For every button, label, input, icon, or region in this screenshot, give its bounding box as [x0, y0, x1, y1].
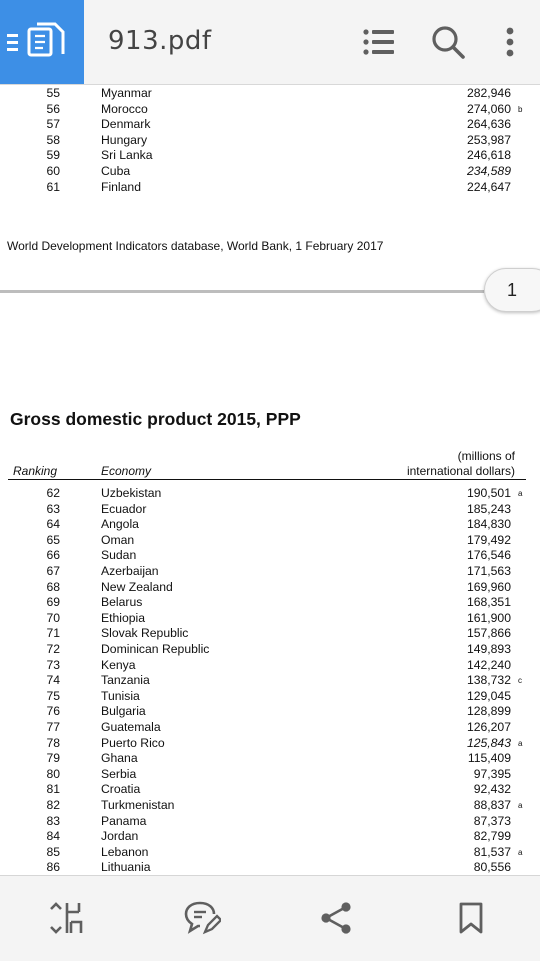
share-icon	[319, 901, 353, 935]
table-row	[0, 133, 540, 149]
value-cell: 88,837	[473, 798, 511, 812]
value-cell: 169,960	[466, 579, 511, 594]
economy-cell: New Zealand	[101, 579, 173, 594]
table-row	[0, 845, 540, 861]
value-cell: 246,618	[466, 148, 511, 163]
table-row	[0, 829, 540, 845]
ranking-cell: 57	[46, 117, 60, 132]
economy-cell: Belarus	[101, 595, 143, 610]
table-row	[0, 751, 540, 767]
more-vert-icon	[505, 26, 515, 58]
table-row	[0, 502, 540, 518]
table-row	[0, 102, 540, 118]
ranking-cell: 76	[46, 704, 60, 719]
table-row	[0, 533, 540, 549]
economy-cell: Lithuania	[101, 860, 151, 875]
economy-cell: Kenya	[101, 657, 136, 672]
economy-cell: Ecuador	[101, 501, 147, 516]
table-row	[0, 564, 540, 580]
economy-cell: Angola	[101, 517, 139, 532]
search-button[interactable]	[428, 22, 468, 62]
value-cell: 97,395	[473, 766, 511, 781]
value-cell: 168,351	[466, 595, 511, 610]
value-cell: 171,563	[466, 564, 511, 578]
economy-cell: Serbia	[101, 766, 137, 781]
value-cell: 179,492	[466, 532, 511, 547]
header-rule	[8, 479, 526, 480]
ranking-cell: 58	[46, 132, 60, 147]
table-row	[0, 658, 540, 674]
value-cell: 142,240	[466, 657, 511, 672]
economy-cell: Hungary	[101, 132, 148, 147]
value-cell: 176,546	[466, 548, 511, 563]
column-header-ranking: Ranking	[13, 464, 58, 478]
share-button[interactable]	[316, 898, 356, 938]
column-header-economy: Economy	[101, 464, 152, 478]
pdf-viewer[interactable]	[0, 85, 540, 875]
ranking-cell: 86	[46, 860, 60, 875]
economy-cell: Bulgaria	[101, 704, 146, 719]
top-app-bar	[0, 0, 540, 85]
ranking-cell: 80	[46, 766, 60, 781]
reflow-icon	[48, 900, 84, 936]
ranking-cell: 71	[46, 626, 60, 641]
ranking-cell: 64	[46, 517, 60, 532]
document-icon	[7, 20, 77, 64]
footnote-marker: a	[518, 489, 523, 498]
value-cell: 274,060	[466, 101, 511, 116]
footnote-marker: b	[518, 104, 523, 114]
table-row	[0, 860, 540, 875]
economy-cell: Finland	[101, 179, 141, 194]
economy-cell: Morocco	[101, 101, 148, 116]
economy-cell: Tanzania	[101, 673, 150, 688]
value-cell: 82,799	[473, 829, 511, 844]
table-row	[0, 611, 540, 627]
ranking-cell: 72	[46, 642, 60, 656]
economy-cell: Ghana	[101, 751, 138, 766]
economy-cell: Azerbaijan	[101, 564, 159, 578]
value-cell: 87,373	[473, 813, 511, 828]
economy-cell: Croatia	[101, 782, 141, 797]
table-row	[0, 164, 540, 180]
page-number-indicator[interactable]: 1	[484, 268, 540, 312]
table-row	[0, 814, 540, 830]
table-row	[0, 180, 540, 196]
table-title: Gross domestic product 2015, PPP	[10, 409, 301, 429]
ranking-cell: 77	[46, 720, 60, 734]
value-cell: 138,732	[466, 673, 511, 688]
table-row	[0, 767, 540, 783]
document-menu-button[interactable]	[0, 0, 84, 84]
table-row	[0, 595, 540, 611]
value-cell: 92,432	[473, 782, 511, 797]
ranking-cell: 59	[46, 148, 60, 163]
units-line-1: (millions of	[457, 449, 515, 463]
economy-cell: Jordan	[101, 829, 139, 844]
value-cell: 80,556	[473, 860, 511, 875]
table-row	[0, 517, 540, 533]
source-note: World Development Indicators database, World Bank, 1 February 2017	[7, 239, 384, 253]
ranking-cell: 74	[46, 673, 60, 688]
table-row	[0, 798, 540, 814]
ranking-cell: 84	[46, 829, 60, 844]
table-row	[0, 689, 540, 705]
units-line-2: international dollars)	[406, 464, 515, 478]
search-icon	[431, 25, 465, 59]
economy-cell: Puerto Rico	[101, 735, 165, 750]
economy-cell: Slovak Republic	[101, 626, 189, 641]
economy-cell: Denmark	[101, 117, 151, 132]
footnote-marker: a	[518, 738, 523, 748]
ranking-cell: 79	[46, 751, 60, 766]
ranking-cell: 56	[46, 101, 60, 116]
economy-cell: Dominican Republic	[101, 642, 210, 656]
value-cell: 149,893	[466, 642, 511, 656]
value-cell: 184,830	[466, 517, 511, 532]
ranking-cell: 65	[46, 532, 60, 547]
value-cell: 128,899	[466, 704, 511, 719]
value-cell: 224,647	[466, 179, 511, 194]
list-icon	[362, 27, 394, 57]
ranking-cell: 82	[46, 798, 60, 812]
footnote-marker: c	[518, 676, 522, 686]
value-cell: 185,243	[466, 501, 511, 516]
bookmark-button[interactable]	[451, 898, 491, 938]
value-cell: 190,501	[466, 486, 511, 500]
ranking-cell: 70	[46, 610, 60, 625]
economy-cell: Oman	[101, 532, 135, 547]
page-divider	[0, 290, 484, 293]
ranking-cell: 78	[46, 735, 60, 750]
table-row	[0, 736, 540, 752]
value-cell: 81,537	[473, 844, 511, 859]
comment-edit-icon	[183, 900, 221, 936]
value-cell: 234,589	[466, 164, 511, 178]
table-row	[0, 720, 540, 736]
table-row	[0, 117, 540, 133]
ranking-cell: 62	[46, 486, 60, 500]
bottom-toolbar	[0, 875, 540, 961]
value-cell: 115,409	[467, 751, 511, 766]
value-cell: 264,636	[466, 117, 511, 132]
value-cell: 253,987	[466, 132, 511, 147]
ranking-cell: 68	[46, 579, 60, 594]
reflow-button[interactable]	[46, 898, 86, 938]
footnote-marker: a	[518, 801, 523, 810]
table-row	[0, 626, 540, 642]
ranking-cell: 60	[46, 164, 60, 178]
economy-cell: Sri Lanka	[101, 148, 153, 163]
economy-cell: Ethiopia	[101, 610, 146, 625]
ranking-cell: 81	[46, 782, 60, 797]
table-row	[0, 548, 540, 564]
economy-cell: Guatemala	[101, 720, 161, 734]
ranking-cell: 69	[46, 595, 60, 610]
ranking-cell: 67	[46, 564, 60, 578]
economy-cell: Panama	[101, 813, 147, 828]
value-cell: 125,843	[466, 735, 511, 750]
comment-button[interactable]	[182, 898, 222, 938]
value-cell: 129,045	[466, 688, 511, 703]
bookmark-icon	[458, 901, 484, 935]
ranking-cell: 61	[46, 179, 60, 194]
economy-cell: Cuba	[101, 164, 131, 178]
table-row	[0, 486, 540, 502]
units-label	[407, 449, 515, 479]
outline-button[interactable]	[358, 22, 398, 62]
value-cell: 282,946	[466, 86, 511, 100]
value-cell: 157,866	[466, 626, 511, 641]
table-row	[0, 580, 540, 596]
ranking-cell: 73	[46, 657, 60, 672]
ranking-cell: 75	[46, 688, 60, 703]
economy-cell: Tunisia	[101, 688, 140, 703]
value-cell: 161,900	[466, 610, 511, 625]
table-row	[0, 704, 540, 720]
ranking-cell: 85	[46, 844, 60, 859]
economy-cell: Uzbekistan	[101, 486, 162, 500]
footnote-marker: a	[518, 847, 523, 857]
table-row	[0, 642, 540, 658]
file-name-title: 913.pdf	[108, 26, 212, 56]
ranking-cell: 83	[46, 813, 60, 828]
table-row	[0, 673, 540, 689]
economy-cell: Sudan	[101, 548, 137, 563]
ranking-cell: 66	[46, 548, 60, 563]
economy-cell: Myanmar	[101, 86, 152, 100]
table-row	[0, 782, 540, 798]
more-options-button[interactable]	[490, 22, 530, 62]
economy-cell: Lebanon	[101, 844, 149, 859]
table-row	[0, 86, 540, 102]
ranking-cell: 63	[46, 501, 60, 516]
value-cell: 126,207	[466, 720, 511, 734]
economy-cell: Turkmenistan	[101, 798, 175, 812]
table-row	[0, 148, 540, 164]
ranking-cell: 55	[46, 86, 60, 100]
